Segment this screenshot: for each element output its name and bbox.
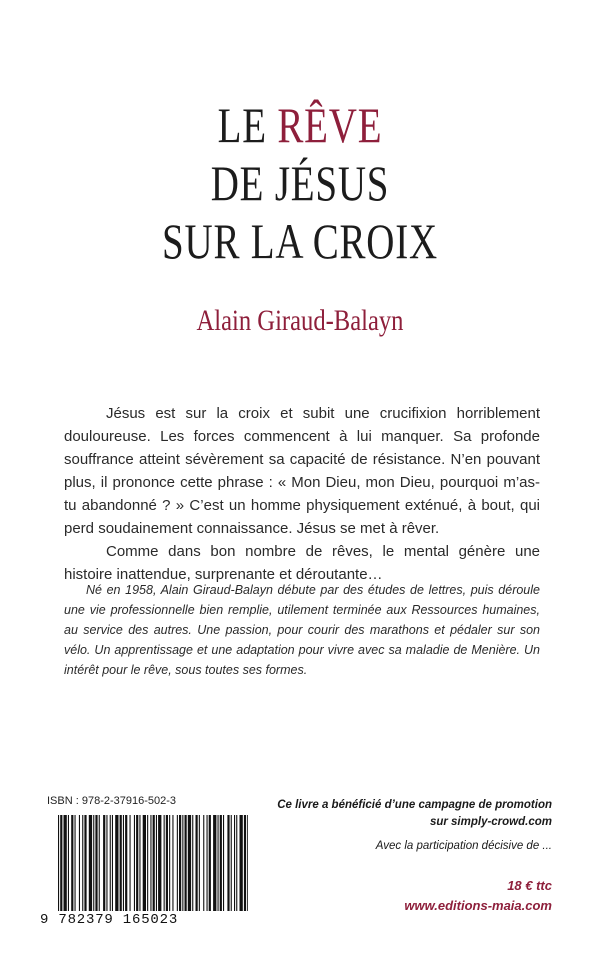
barcode-bar	[75, 815, 76, 911]
barcode-bar	[247, 815, 248, 911]
barcode-bar	[196, 815, 198, 911]
title-accent-word: RÊVE	[277, 97, 383, 153]
barcode-bar	[218, 815, 219, 911]
barcode-bar	[158, 815, 161, 911]
barcode-bar	[143, 815, 146, 911]
barcode-bars	[58, 815, 248, 911]
barcode-bar	[192, 815, 193, 911]
barcode-bar	[220, 815, 222, 911]
barcode-bar	[177, 815, 178, 911]
barcode-bar	[136, 815, 138, 911]
barcode-bar	[103, 815, 105, 911]
barcode-bar	[89, 815, 92, 911]
title-line-1	[66, 96, 534, 154]
barcode-bar	[172, 815, 173, 911]
title-prefix: LE	[217, 97, 278, 153]
barcode-bar	[115, 815, 118, 911]
summary-paragraph-2: Comme dans bon nombre de rêves, le mental génère une histoire inattendue, surprenante et déroutante…	[64, 543, 540, 583]
barcode-bar	[240, 815, 243, 911]
price-label: 18 € ttc	[507, 878, 552, 893]
barcode-bar	[236, 815, 237, 911]
barcode-bar	[227, 815, 229, 911]
barcode-bar	[166, 815, 168, 911]
author-bio: Né en 1958, Alain Giraud-Balayn débute par des études de lettres, puis déroule une vie professionnelle bien remplie, utilement terminée aux Ressources humaines, au service des autres. Une passion, pour courir des marathons et pédaler sur son vélo. Un apprentissage et une adaptation pour vivre avec sa maladie de Menière. Un intérêt pour le rêve, sous toutes ses formes.	[64, 583, 540, 677]
barcode-bar	[130, 815, 131, 911]
barcode-bar	[84, 815, 86, 911]
barcode-bar	[169, 815, 170, 911]
barcode	[40, 813, 252, 931]
barcode-bar	[179, 815, 181, 911]
summary-paragraph-1: Jésus est sur la croix et subit une crucifixion horriblement douloureuse. Les forces commencent à lui manquer. Sa profonde souffrance atteint sévèrement sa capacité de résistance. N’en pouvant plus, il prononce cette phrase : « Mon Dieu, mon Dieu, pourquoi m’as-tu abandonné ? » C’est un homme physiquement exténué, à bout, qui perd soudainement connaissance. Jésus se met à rêver.	[64, 405, 540, 537]
promo-line-2: sur simply-crowd.com	[429, 816, 552, 828]
barcode-bar	[99, 815, 100, 911]
barcode-bar	[60, 815, 62, 911]
title-line-2: DE JÉSUS	[210, 155, 390, 211]
barcode-bar	[79, 815, 80, 911]
promo-line-1: Ce livre a bénéficié d’une campagne de promotion	[277, 799, 552, 811]
barcode-bar	[106, 815, 107, 911]
barcode-bar	[139, 815, 140, 911]
barcode-bar	[147, 815, 148, 911]
barcode-bar	[58, 815, 59, 911]
barcode-bar	[95, 815, 97, 911]
barcode-bar	[223, 815, 224, 911]
barcode-bar	[164, 815, 165, 911]
barcode-bar	[134, 815, 135, 911]
barcode-bar	[209, 815, 211, 911]
barcode-digits: 9 782379 165023	[40, 912, 179, 928]
barcode-bar	[213, 815, 216, 911]
barcode-bar	[68, 815, 69, 911]
barcode-bar	[71, 815, 73, 911]
barcode-bar	[150, 815, 151, 911]
barcode-bar	[110, 815, 111, 911]
barcode-bar	[203, 815, 204, 911]
barcode-bar	[231, 815, 232, 911]
barcode-bar	[188, 815, 191, 911]
summary-text	[64, 402, 540, 586]
title-line-3: SUR LA CROIX	[162, 213, 438, 269]
barcode-bar	[207, 815, 208, 911]
participation-text: Avec la participation décisive de ...	[375, 840, 552, 852]
barcode-bar	[234, 815, 235, 911]
barcode-bar	[125, 815, 127, 911]
barcode-bar	[244, 815, 246, 911]
book-title	[0, 96, 600, 270]
barcode-bar	[123, 815, 124, 911]
barcode-bar	[153, 815, 155, 911]
promo-notice	[252, 797, 552, 831]
barcode-bar	[64, 815, 67, 911]
publisher-website: www.editions-maia.com	[404, 898, 552, 913]
barcode-bar	[182, 815, 183, 911]
barcode-bar	[93, 815, 94, 911]
barcode-bar	[156, 815, 157, 911]
isbn-label: ISBN : 978-2-37916-502-3	[47, 795, 177, 807]
barcode-bar	[199, 815, 200, 911]
author-name: Alain Giraud-Balayn	[196, 304, 404, 337]
barcode-bar	[82, 815, 83, 911]
barcode-bar	[185, 815, 187, 911]
barcode-bar	[112, 815, 113, 911]
barcode-bar	[120, 815, 122, 911]
